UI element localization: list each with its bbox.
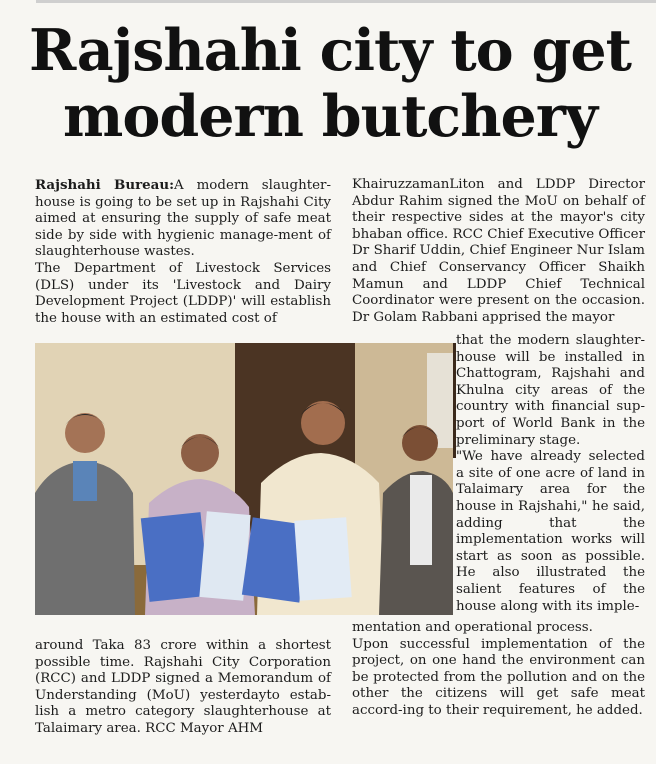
paragraph-2: The Department of Livestock Services (DLS) under its 'Livestock and Dairy Development Project (LDDP)' will establish the house with an estimated cost of [35, 260, 331, 326]
lead-paragraph [35, 177, 331, 261]
byline: Rajshahi Bureau: [35, 177, 175, 193]
column-2-top [352, 177, 645, 326]
paragraph-col1-bottom: around Taka 83 crore within a shortest possible time. Rajshahi City Corporation (RCC) and LDDP signed a Memorandum of Understanding (MoU) yesterdayto estab-lish a metro category slaughterhouse at Talaimary area. RCC Mayor AHM [35, 638, 331, 736]
column-1-bottom [35, 638, 331, 738]
paragraph-col2-bottom-1: mentation and operational process. [352, 620, 593, 635]
top-rule [36, 0, 656, 3]
lead-text: A modern slaughter-house is going to be set up in Rajshahi City aimed at ensuring the supply of safe meat side by side with hygienic manage-ment of slaughterhouse wastes. [35, 178, 331, 260]
headline [20, 18, 640, 150]
headline-line-1: Rajshahi city to get [29, 17, 631, 84]
paragraph-col2-bottom-2: Upon successful implementation of the project, on one hand the environment can be protected from the pollution and on the other the citizens will get safe meat accord-ing to their requirement, he added. [352, 636, 645, 718]
column-2-narrow [456, 333, 645, 615]
paragraph-col2-top: KhairuzzamanLiton and LDDP Director Abdur Rahim signed the MoU on behalf of their respective sides at the mayor's city bhaban office. RCC Chief Executive Officer Dr Sharif Uddin, Chief Engineer Nur Islam and Chief Conservancy Officer Shaikh Mamun and LDDP Chief Technical Coordinator were present on the occasion. Dr Golam Rabbani apprised the mayor [352, 177, 645, 325]
mou-signing-photo [35, 343, 453, 615]
paragraph-narrow-1: that the modern slaughter-house will be installed in Chattogram, Rajshahi and Khulna city areas of the country with financial sup-port of World Bank in the preliminary stage. [456, 333, 645, 448]
photo-illustration [35, 343, 453, 615]
column-1-top [35, 177, 331, 327]
column-2-bottom [352, 620, 645, 720]
paragraph-narrow-2: "We have already selected a site of one acre of land in Talaimary area for the house in Rajshahi," he said, adding that the implementation works will start as soon as possible. He also illustrated the salient features of the house along with its imple- [456, 449, 645, 614]
headline-line-2: modern butchery [63, 83, 597, 150]
